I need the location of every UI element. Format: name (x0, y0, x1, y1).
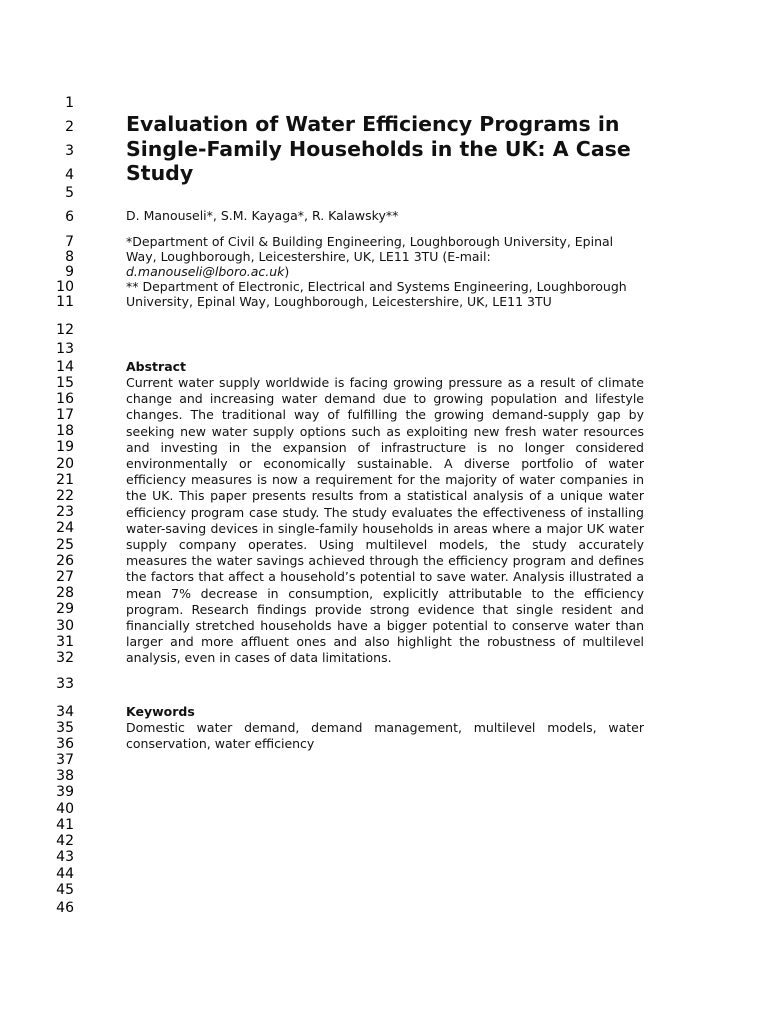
abstract-text: Current water supply worldwide is facing growing pressure as a result of climate change and increasing water demand due to growing population and lifestyle changes. The traditional way of fulfilling the growing demand-supply gap by seeking new water supply options such as exploiting new fresh water resources and investing in the expansion of infrastructure is no longer considered environmentally or economically sustainable. A diverse portfolio of water efficiency measures is now a requirement for the majority of water companies in the UK. This paper presents results from a statistical analysis of a unique water efficiency program case study. The study evaluates the effectiveness of installing water-saving devices in single-family households in areas where a major UK water supply company operates. Using multilevel models, the study accurately measures the water savings achieved through the efficiency program and defines the factors that affect a household’s potential to save water. Analysis illustrated a mean 7% decrease in consumption, explicitly attributable to the efficiency program. Research findings provide strong evidence that single resident and financially stretched households have a bigger potential to conserve water than larger and more affluent ones and also highlight the robustness of multilevel analysis, even in cases of data limitations. (126, 375, 644, 666)
line-number: 16 (56, 391, 74, 407)
line-number: 42 (56, 833, 74, 849)
keywords-heading: Keywords (126, 704, 195, 719)
line-number: 41 (56, 817, 74, 833)
line-number: 28 (56, 585, 74, 601)
line-number: 10 (56, 279, 74, 295)
line-number: 32 (56, 650, 74, 666)
line-number: 11 (56, 294, 74, 310)
line-number: 40 (56, 801, 74, 817)
line-number: 4 (65, 167, 74, 183)
line-number: 6 (65, 209, 74, 225)
line-number: 22 (56, 488, 74, 504)
line-number: 44 (56, 866, 74, 882)
author-list: D. Manouseli*, S.M. Kayaga*, R. Kalawsky** (126, 208, 399, 223)
corresponding-email[interactable]: d.manouseli@lboro.ac.uk (126, 264, 285, 279)
line-number: 38 (56, 768, 74, 784)
affiliations (126, 234, 646, 309)
line-number: 46 (56, 900, 74, 916)
line-number: 8 (65, 249, 74, 265)
line-number: 45 (56, 882, 74, 898)
line-number: 29 (56, 601, 74, 617)
line-number: 25 (56, 537, 74, 553)
affiliation-2: ** Department of Electronic, Electrical and Systems Engineering, Loughborough University, Epinal Way, Loughborough, Leicestershire, UK, LE11 3TU (126, 279, 627, 309)
line-number: 23 (56, 504, 74, 520)
line-number: 5 (65, 185, 74, 201)
line-number: 31 (56, 634, 74, 650)
line-number: 17 (56, 407, 74, 423)
line-number: 14 (56, 359, 74, 375)
line-number: 7 (65, 234, 74, 250)
line-number: 30 (56, 618, 74, 634)
abstract-heading: Abstract (126, 359, 187, 374)
line-number: 33 (56, 676, 74, 692)
line-number: 35 (56, 720, 74, 736)
keywords-text: Domestic water demand, demand management, multilevel models, water conservation, water efficiency (126, 720, 644, 752)
line-number: 1 (65, 95, 74, 111)
line-number: 37 (56, 752, 74, 768)
line-number: 13 (56, 341, 74, 357)
line-number: 3 (65, 143, 74, 159)
line-number: 34 (56, 704, 74, 720)
line-number: 43 (56, 849, 74, 865)
affiliation-1-text: *Department of Civil & Building Engineering, Loughborough University, Epinal Way, Loughborough, Leicestershire, UK, LE11 3TU (E-mail: (126, 234, 614, 264)
paper-title: Evaluation of Water Efficiency Programs in Single-Family Households in the UK: A Case Study (126, 112, 631, 185)
line-number: 20 (56, 456, 74, 472)
line-number: 2 (65, 119, 74, 135)
line-number: 21 (56, 472, 74, 488)
line-number: 27 (56, 569, 74, 585)
line-number: 24 (56, 520, 74, 536)
affiliation-1-close: ) (284, 264, 290, 279)
line-number: 39 (56, 784, 74, 800)
line-number: 9 (65, 264, 74, 280)
line-number: 15 (56, 375, 74, 391)
line-number: 12 (56, 322, 74, 338)
affiliation-1 (126, 234, 646, 279)
line-number: 19 (56, 439, 74, 455)
line-number: 36 (56, 736, 74, 752)
line-number: 18 (56, 423, 74, 439)
line-number: 26 (56, 553, 74, 569)
